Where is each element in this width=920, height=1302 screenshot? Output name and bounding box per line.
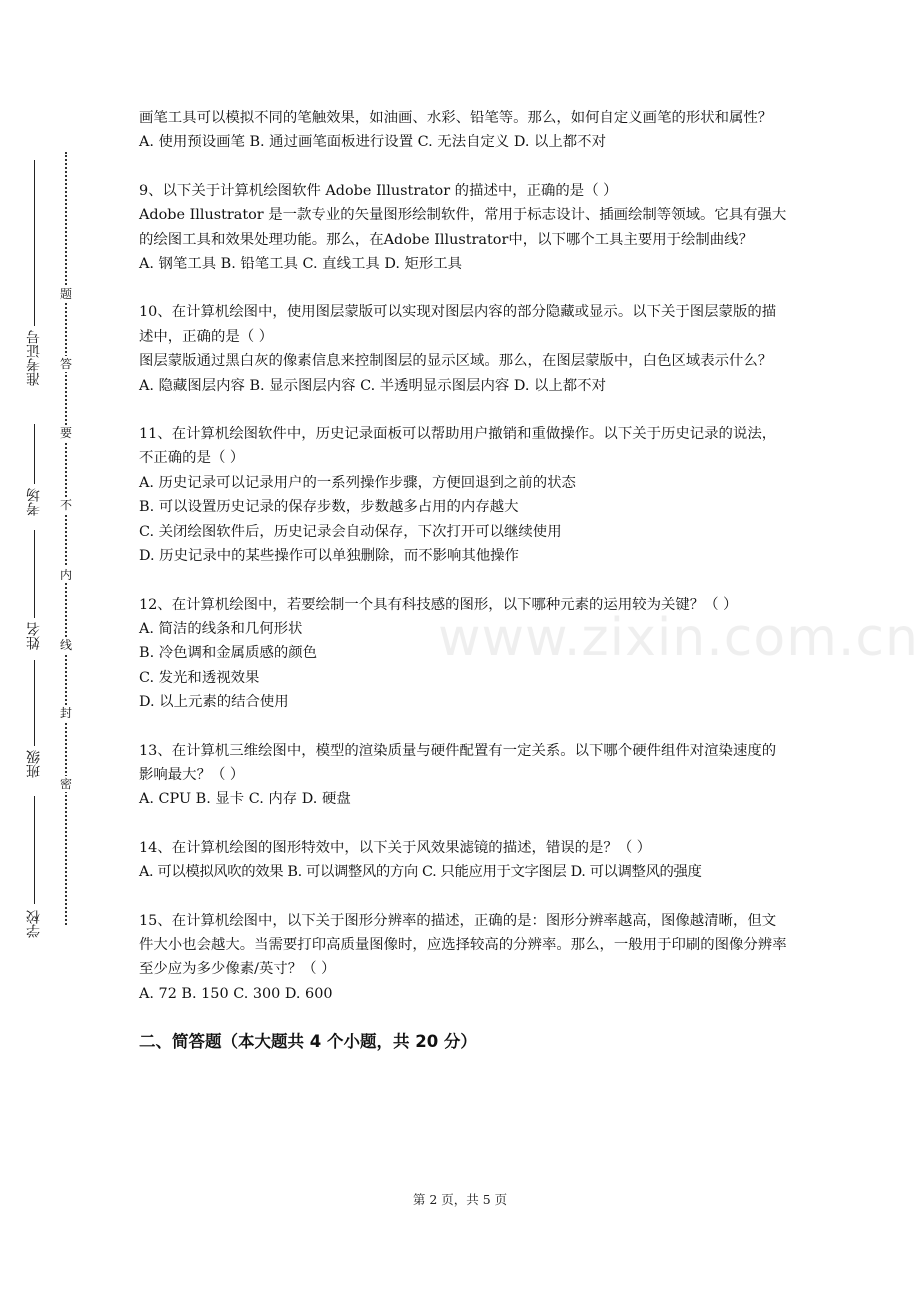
question-title: 9、以下关于计算机绘图软件 Adobe Illustrator 的描述中，正确的是（ ）: [139, 182, 618, 199]
option-d: D. 以上元素的结合使用: [139, 694, 289, 711]
option-a: A. 简洁的线条和几何形状: [139, 620, 303, 637]
question-options: A. 隐藏图层内容 B. 显示图层内容 C. 半透明显示图层内容 D. 以上都不对: [139, 377, 606, 394]
seal-char: 要: [59, 426, 72, 440]
question-title: 12、在计算机绘图中，若要绘制一个具有科技感的图形，以下哪种元素的运用较为关键？（ ）: [139, 596, 738, 613]
question-options: A. 72 B. 150 C. 300 D. 600: [139, 985, 333, 1002]
option-c: C. 关闭绘图软件后，历史记录会自动保存，下次打开可以继续使用: [139, 523, 562, 540]
class-label: 班级: [26, 750, 42, 778]
question-options: A. CPU B. 显卡 C. 内存 D. 硬盘: [139, 791, 351, 808]
question-8: [139, 106, 787, 155]
option-b: B. 冷色调和金属质感的颜色: [139, 645, 318, 662]
question-title: 13、在计算机三维绘图中，模型的渲染质量与硬件配置有一定关系。以下哪个硬件组件对渲染速度的影响最大？（ ）: [139, 742, 777, 783]
question-9: [139, 179, 787, 277]
school-field-line: [34, 796, 35, 904]
question-15: [139, 909, 787, 1007]
name-field-line: [34, 530, 35, 618]
school-label: 学校: [26, 910, 42, 938]
question-stem: 画笔工具可以模拟不同的笔触效果，如油画、水彩、铅笔等。那么，如何自定义画笔的形状和属性？: [139, 110, 773, 126]
exam-room-field-line: [34, 424, 35, 484]
question-13: [139, 739, 787, 812]
question-options: A. 钢笔工具 B. 铅笔工具 C. 直线工具 D. 矩形工具: [139, 256, 463, 273]
question-title: 15、在计算机绘图中，以下关于图形分辨率的描述，正确的是：图形分辨率越高，图像越清晰，但文件大小也会越大。当需要打印高质量图像时，应选择较高的分辨率。那么，一般用于印刷的图像分辨率至少应为多少像素/英寸？（ ）: [139, 912, 787, 978]
question-options: A. 可以模拟风吹的效果 B. 可以调整风的方向 C. 只能应用于文字图层 D. 可以调整风的强度: [139, 864, 702, 881]
seal-char: 密: [59, 777, 72, 791]
question-list: [139, 106, 787, 1055]
exam-room-label: 考场: [26, 488, 42, 516]
question-title: 10、在计算机绘图中，使用图层蒙版可以实现对图层内容的部分隐藏或显示。以下关于图层蒙版的描述中，正确的是（ ）: [139, 304, 777, 345]
page-footer: 第 2 页，共 5 页: [412, 1192, 508, 1207]
question-11: [139, 422, 787, 568]
option-a: A. 历史记录可以记录用户的一系列操作步骤，方便回退到之前的状态: [139, 474, 576, 491]
admission-number-label: 准考证号: [26, 330, 42, 386]
option-b: B. 可以设置历史记录的保存步数，步数越多占用的内存越大: [139, 499, 519, 516]
question-12: [139, 593, 787, 715]
question-title: 11、在计算机绘图软件中，历史记录面板可以帮助用户撤销和重做操作。以下关于历史记录的说法，不正确的是（ ）: [139, 426, 777, 467]
seal-char: 封: [59, 706, 72, 720]
seal-char: 内: [59, 568, 72, 582]
seal-char: 线: [59, 638, 72, 652]
watermark: www.zixin.com.cn: [438, 608, 919, 668]
section-heading: 二、简答题（本大题共 4 个小题，共 20 分）: [139, 1032, 477, 1052]
option-c: C. 发光和透视效果: [139, 669, 260, 686]
option-d: D. 历史记录中的某些操作可以单独删除，而不影响其他操作: [139, 548, 519, 565]
question-options: A. 使用预设画笔 B. 通过画笔面板进行设置 C. 无法自定义 D. 以上都不对: [139, 134, 606, 151]
question-10: [139, 300, 787, 398]
admission-number-field-line: [34, 160, 35, 326]
seal-char: 答: [59, 357, 72, 371]
class-field-line: [34, 660, 35, 746]
seal-char: 题: [59, 287, 72, 301]
seal-dotted-line: [65, 152, 67, 925]
question-stem: 图层蒙版通过黑白灰的像素信息来控制图层的显示区域。那么，在图层蒙版中，白色区域表示什么？: [139, 353, 773, 370]
name-label: 姓名: [26, 622, 42, 650]
question-title: 14、在计算机绘图的图形特效中，以下关于风效果滤镜的描述，错误的是？（ ）: [139, 839, 652, 856]
question-14: [139, 836, 787, 885]
seal-char: 不: [59, 498, 72, 512]
question-stem: Adobe Illustrator 是一款专业的矢量图形绘制软件，常用于标志设计、插画绘制等领域。它具有强大的绘图工具和效果处理功能。那么，在Adobe Illustrator中，以下哪个工具主要用于绘制曲线？: [139, 207, 787, 248]
